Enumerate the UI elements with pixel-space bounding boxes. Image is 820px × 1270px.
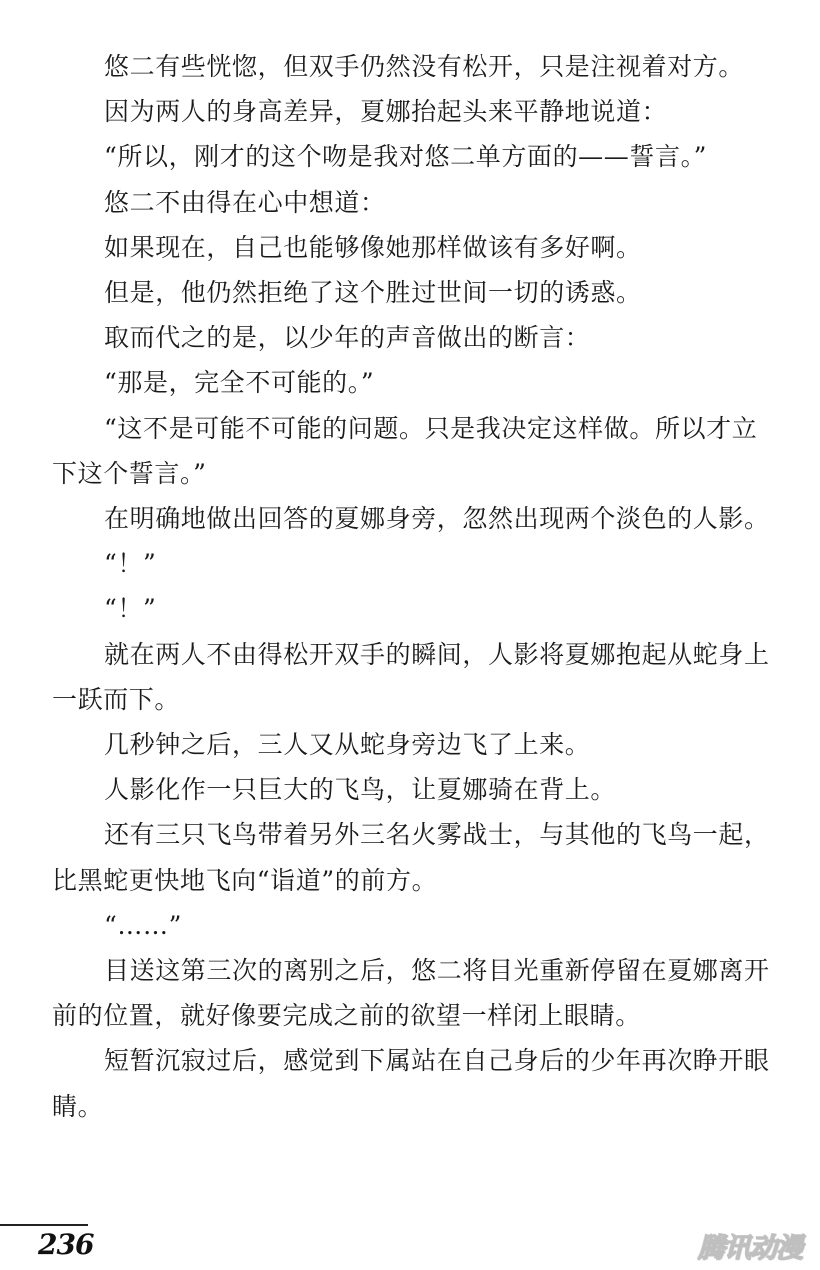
paragraph: 目送这第三次的离别之后，悠二将目光重新停留在夏娜离开前的位置，就好像要完成之前的欲望一样闭上眼睛。: [52, 956, 770, 1031]
paragraph: “所以，刚才的这个吻是我对悠二单方面的——誓言。”: [104, 142, 708, 172]
page-number: 236: [38, 1228, 94, 1261]
paragraph: 就在两人不由得松开双手的瞬间，人影将夏娜抱起从蛇身上一跃而下。: [52, 639, 770, 714]
paragraph: 悠二有些恍惚，但双手仍然没有松开，只是注视着对方。: [104, 52, 745, 81]
watermark-logo: 腾讯动漫: [698, 1233, 802, 1264]
paragraph: “！”: [104, 594, 157, 624]
paragraph: “！”: [104, 549, 157, 579]
paragraph: 但是，他仍然拒绝了这个胜过世间一切的诱惑。: [104, 278, 642, 308]
paragraph: 还有三只飞鸟带着另外三名火雾战士，与其他的飞鸟一起，比黑蛇更快地飞向“诣道”的前方。: [52, 820, 770, 895]
paragraph: 人影化作一只巨大的飞鸟，让夏娜骑在背上。: [104, 775, 617, 805]
paragraph: 如果现在，自己也能够像她那样做该有多好啊。: [104, 232, 642, 262]
paragraph: 短暂沉寂过后，感觉到下属站在自己身后的少年再次睁开眼睛。: [52, 1046, 770, 1121]
paragraph: 几秒钟之后，三人又从蛇身旁边飞了上来。: [104, 730, 591, 760]
paragraph: 因为两人的身高差异，夏娜抬起头来平静地说道：: [104, 97, 668, 127]
paragraph: 悠二不由得在心中想道：: [104, 187, 386, 217]
paragraph: “那是，完全不可能的。”: [104, 368, 375, 398]
body-text: [52, 44, 780, 1129]
footer-rule: [0, 1224, 88, 1226]
paragraph: 取而代之的是，以少年的声音做出的断言：: [104, 323, 591, 353]
paragraph: 在明确地做出回答的夏娜身旁，忽然出现两个淡色的人影。: [104, 504, 770, 534]
paragraph: “……”: [104, 910, 182, 940]
paragraph: “这不是可能不可能的问题。只是我决定这样做。所以才立下这个誓言。”: [52, 413, 758, 488]
